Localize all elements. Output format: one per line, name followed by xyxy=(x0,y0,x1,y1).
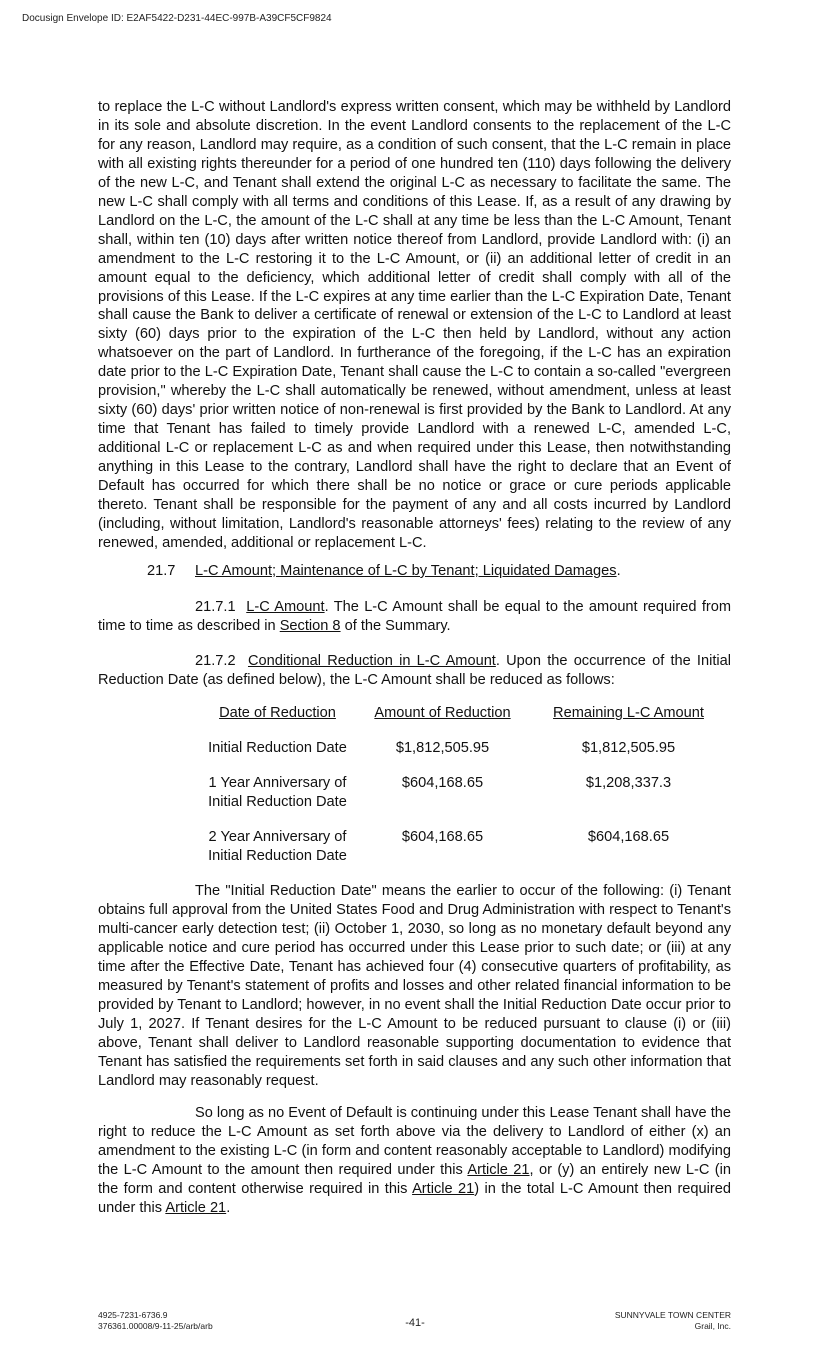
body-text: of the Summary. xyxy=(340,617,451,634)
footer-right xyxy=(615,1310,731,1331)
section-21-7-1 xyxy=(98,598,731,636)
cell: $1,812,505.95 xyxy=(581,739,676,756)
subsection-number: 21.7.2 xyxy=(195,653,236,669)
paragraph-reduction-delivery xyxy=(98,1104,731,1218)
cell: $1,812,505.95 xyxy=(395,739,490,756)
column-header: Remaining L-C Amount xyxy=(553,705,704,721)
page-number: -41- xyxy=(405,1317,425,1329)
table-row xyxy=(190,739,737,774)
section-8-link[interactable]: Section 8 xyxy=(279,617,341,634)
cell: 1 Year Anniversary of Initial Reduction Date xyxy=(208,774,347,810)
section-title: L-C Amount; Maintenance of L-C by Tenant; Liquidated Damages xyxy=(195,563,617,579)
article-21-link[interactable]: Article 21 xyxy=(165,1199,227,1216)
section-number: 21.7 xyxy=(147,563,176,579)
table-header-row xyxy=(190,704,737,739)
footer-left xyxy=(98,1310,213,1331)
article-21-link[interactable]: Article 21 xyxy=(412,1180,475,1197)
cell: $604,168.65 xyxy=(401,774,484,791)
section-21-7-2 xyxy=(98,652,731,690)
cell: $1,208,337.3 xyxy=(585,774,672,791)
doc-number: 4925-7231-6736.9 xyxy=(98,1310,168,1320)
body-text: , or (y) an entirely new L-C (in the form and content otherwise required in this xyxy=(98,1161,731,1197)
body-text: . Upon the occurrence of the Initial Reduction Date (as defined below), the L-C Amount shall be reduced as follows: xyxy=(98,653,732,688)
table-row xyxy=(190,828,737,882)
period: . xyxy=(616,563,621,579)
cell: 2 Year Anniversary of Initial Reduction Date xyxy=(208,828,347,864)
doc-ref: 376361.00008/9-11-25/arb/arb xyxy=(98,1320,213,1331)
column-header: Date of Reduction xyxy=(219,705,336,721)
cell: Initial Reduction Date xyxy=(208,739,347,756)
envelope-id: Docusign Envelope ID: E2AF5422-D231-44EC-997B-A39CF5CF9824 xyxy=(22,13,332,24)
reduction-table xyxy=(190,704,737,882)
section-21-7-heading xyxy=(147,563,621,579)
subsection-title: Conditional Reduction in L-C Amount xyxy=(247,653,496,669)
paragraph-initial-reduction-date: The "Initial Reduction Date" means the earlier to occur of the following: (i) Tenant obtains full approval from the United States Food and Drug Administration with respect to Tenant's multi-cancer early detection test; (ii) October 1, 2030, so long as no monetary default beyond any applicable notice and cure period has occurred under this Lease prior to such date; or (iii) at any time after the Effective Date, Tenant has achieved four (4) consecutive quarters of profitability, as measured by Tenant's statement of profits and losses and other related financial information to be provided by Tenant to Landlord; however, in no event shall the Initial Reduction Date occur prior to July 1, 2027. If Tenant desires for the L-C Amount to be reduced pursuant to clause (i) or (iii) above, Tenant shall deliver to Landlord reasonable supporting documentation to evidence that Tenant has satisfied the requirements set forth in said clauses and any such other information that Landlord may reasonably request. xyxy=(98,883,731,1089)
table-row xyxy=(190,774,737,828)
column-header: Amount of Reduction xyxy=(374,705,511,721)
body-text: So long as no Event of Default is continuing under this Lease Tenant shall have the right to reduce the L-C Amount as set forth above via the delivery to Landlord of either (x) an amendment to the existing L-C (in form and content reasonably acceptable to Landlord) modifying the L-C Amount to the amount then required under this xyxy=(98,1105,732,1178)
body-text: . The L-C Amount shall be equal to the amount required from time to time as described in xyxy=(98,599,732,634)
article-21-link[interactable]: Article 21 xyxy=(467,1161,530,1178)
project-name: SUNNYVALE TOWN CENTER xyxy=(614,1310,731,1320)
subsection-number: 21.7.1 xyxy=(195,599,236,615)
body-text: . xyxy=(226,1199,231,1216)
body-text: ) in the total L-C Amount then required under this xyxy=(98,1180,731,1216)
cell: $604,168.65 xyxy=(587,828,670,845)
paragraph-lc-replacement: to replace the L-C without Landlord's express written consent, which may be withheld by Landlord in its sole and absolute discretion. In the event Landlord consents to the replacement of the L-C for any reason, Landlord may require, as a condition of such consent, that the L-C remain in place with all existing rights thereunder for a period of one hundred ten (110) days following the delivery of the new L-C, and Tenant shall extend the original L-C as necessary to facilitate the same. The new L-C shall comply with all terms and conditions of this Lease. If, as a result of any drawing by Landlord on the L-C, the amount of the L-C shall at any time be less than the L-C Amount, Tenant shall, within ten (10) days after written notice thereof from Landlord, provide Landlord with: (i) an amendment to the L-C restoring it to the L-C Amount, or (ii) an additional letter of credit in an amount equal to the deficiency, which additional letter of credit shall comply with all of the provisions of this Lease. If the L-C expires at any time earlier than the L-C Expiration Date, Tenant shall cause the Bank to deliver a certificate of renewal or extension of the L-C to Landlord at least sixty (60) days prior to the expiration of the L-C then held by Landlord, without any action whatsoever on the part of Landlord. In furtherance of the foregoing, if the L-C has an expiration date prior to the L-C Expiration Date, Tenant shall cause the L-C to contain a so-called "evergreen provision," whereby the L-C shall automatically be renewed, without amendment, unless at least sixty (60) days' prior written notice of non-renewal is first provided by the Bank to Landlord. At any time that Tenant has failed to timely provide Landlord with a renewed L-C, amended L-C, additional L-C or replacement L-C as and when required under this Lease, then notwithstanding anything in this Lease to the contrary, Landlord shall have the right to declare that an Event of Default has occurred for which there shall be no notice or grace or cure periods applicable thereto. Tenant shall be responsible for the payment of any and all costs incurred by Landlord (including, without limitation, Landlord's reasonable attorneys' fees) relating to the review of any renewed, amended, additional or replacement L-C. xyxy=(98,99,731,551)
subsection-title: L-C Amount xyxy=(246,599,325,615)
tenant-name: Grail, Inc. xyxy=(694,1320,731,1331)
cell: $604,168.65 xyxy=(401,828,484,845)
